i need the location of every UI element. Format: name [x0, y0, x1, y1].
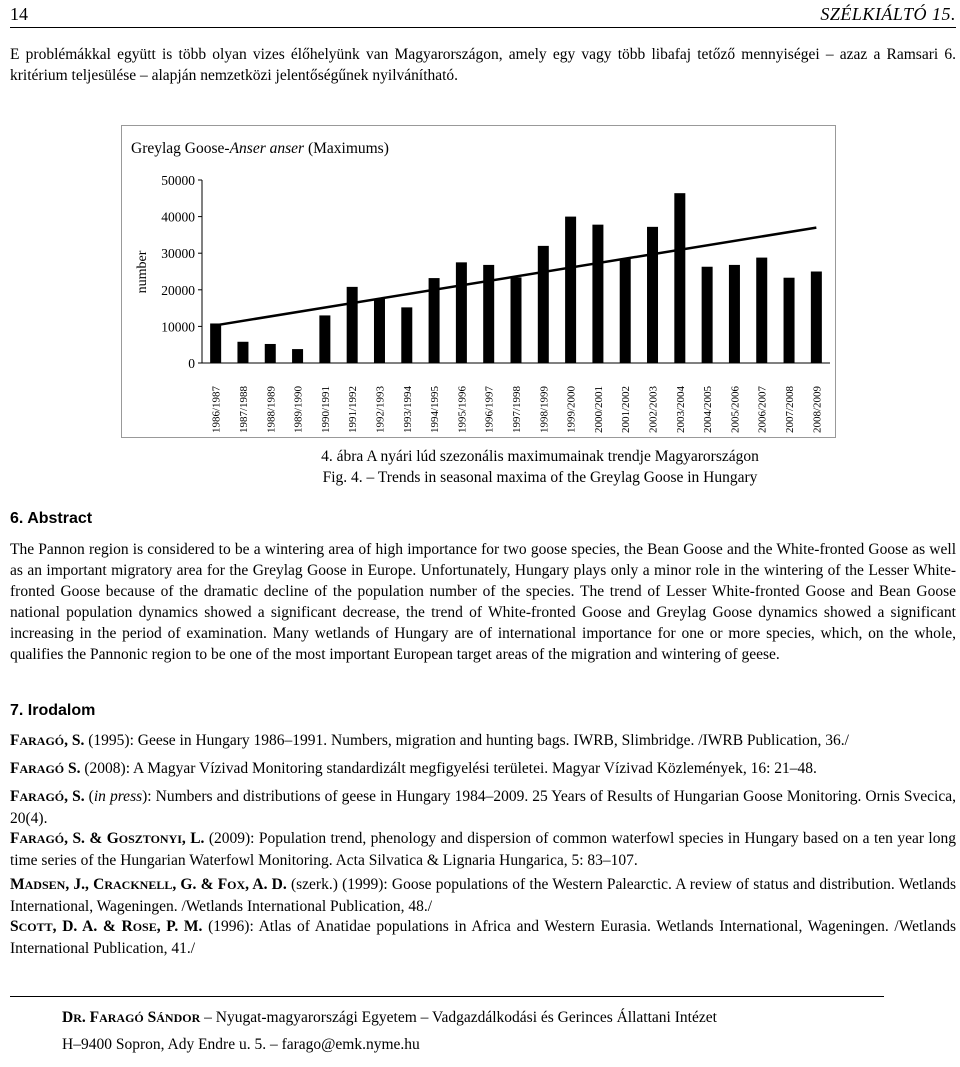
reference-authors: FARAGÓ, S. & GOSZTONYI, L. — [10, 830, 205, 847]
x-tick-label: 1994/1995 — [429, 385, 442, 433]
figure-caption-en: Fig. 4. – Trends in seasonal maxima of the Greylag Goose in Hungary — [322, 469, 758, 486]
journal-title: SZÉLKIÁLTÓ 15. — [820, 4, 956, 24]
greylag-goose-chart — [122, 126, 837, 439]
reference-text-cont: ): Numbers and distributions of geese in Hungary 1984–2009. 25 Years of Results of Hungarian Goose Monitoring. Ornis Svecica, 20(4). — [10, 788, 956, 827]
footer-author-line — [62, 1009, 717, 1027]
y-axis-label: number — [135, 250, 150, 294]
x-tick-label: 1995/1996 — [456, 385, 469, 433]
footer-author: DR. FARAGÓ SÁNDOR — [62, 1009, 201, 1026]
reference-authors: FARAGÓ, S. — [10, 788, 85, 805]
bar — [756, 258, 767, 363]
x-tick-label: 2006/2007 — [756, 385, 769, 433]
figure-caption-hu: 4. ábra A nyári lúd szezonális maximumainak trendje Magyarországon — [321, 448, 759, 465]
bar — [401, 307, 412, 363]
page-number: 14 — [10, 4, 28, 24]
bar — [210, 323, 221, 363]
bar — [565, 217, 576, 363]
y-tick-label: 10000 — [161, 319, 195, 335]
reference-item — [10, 828, 956, 871]
x-tick-label: 1993/1994 — [401, 385, 414, 433]
bar — [647, 227, 658, 363]
x-tick-label: 2003/2004 — [674, 385, 687, 433]
x-tick-label: 1997/1998 — [511, 385, 523, 433]
chart-title-plain: Greylag Goose- — [131, 140, 230, 157]
x-tick-label: 2001/2002 — [620, 385, 633, 433]
bar — [347, 287, 358, 363]
x-tick-label: 1999/2000 — [565, 385, 578, 433]
abstract-paragraph: The Pannon region is considered to be a wintering area of high importance for two goose species, the Bean Goose and the White-fronted Goose as well as an important migratory area for the Greylag Goose in Europe. Unfortunately, Hungary plays only a minor role in the wintering of the Lesser White-fronted Goose because of the dramatic decline of the population number of the species. The trend of Lesser White-fronted Goose and Bean Goose national population dynamics showed a significant decrease, the trend of White-fronted Goose and Greylag Goose dynamics showed a significant increasing in the period of examination. Many wetlands of Hungary are of international importance for one or more species, which, on the whole, qualifies the Pannonic region to be one of the most important European target areas of the migration and wintering of geese. — [10, 541, 956, 663]
footer-affiliation: – Nyugat-magyarországi Egyetem – Vadgazdálkodási és Gerinces Állattani Intézet — [200, 1009, 717, 1026]
chart-frame — [121, 125, 836, 438]
reference-item — [10, 874, 956, 917]
y-tick-label: 40000 — [161, 209, 195, 225]
reference-text: ( — [84, 788, 94, 805]
x-tick-label: 1996/1997 — [483, 385, 496, 433]
bar — [319, 315, 330, 363]
reference-authors: FARAGÓ, S. — [10, 732, 85, 749]
bar — [265, 344, 276, 363]
reference-italic: in press — [93, 788, 143, 805]
footer-rule — [10, 996, 884, 997]
reference-item — [10, 786, 956, 829]
x-tick-label: 1990/1991 — [319, 385, 332, 433]
reference-text: (1995): Geese in Hungary 1986–1991. Numbers, migration and hunting bags. IWRB, Slimbridge. /IWRB Publication, 36./ — [84, 732, 849, 749]
chart-title-italic: Anser anser — [229, 140, 305, 157]
reference-item — [10, 758, 956, 780]
abstract-heading: 6. Abstract — [10, 510, 93, 527]
bar — [592, 225, 603, 363]
bar — [511, 277, 522, 363]
x-tick-label: 1986/1987 — [210, 385, 223, 433]
x-tick-label: 2000/2001 — [592, 385, 605, 433]
bar — [620, 259, 631, 363]
intro-paragraph: E problémákkal együtt is több olyan vizes élőhelyünk van Magyarországon, amely egy vagy több libafaj tetőző mennyiségei – azaz a Ramsari 6. kritérium teljesülése – alapján nemzetközi jelentőségűnek nyilvánítható. — [10, 46, 956, 84]
x-tick-label: 1988/1989 — [265, 385, 278, 433]
chart-title — [131, 140, 389, 157]
bar — [538, 246, 549, 363]
bar — [237, 342, 248, 363]
footer-address: H–9400 Sopron, Ady Endre u. 5. – farago@emk.nyme.hu — [62, 1036, 420, 1053]
bar — [729, 265, 740, 363]
x-tick-label: 2007/2008 — [784, 385, 797, 433]
y-tick-label: 30000 — [161, 246, 195, 262]
reference-text: (szerk.) (1999): Goose populations of the Western Palearctic. A review of status and distribution. Wetlands International, Wageningen. /Wetlands International Publication, 48./ — [10, 876, 956, 915]
x-tick-label: 2004/2005 — [702, 385, 715, 433]
reference-text: (1996): Atlas of Anatidae populations in Africa and Western Eurasia. Wetlands International, Wageningen. /Wetlands International Publication, 41./ — [10, 918, 957, 957]
chart-title-suffix: (Maximums) — [304, 140, 389, 157]
reference-item — [10, 916, 956, 959]
bar — [674, 193, 685, 363]
x-tick-label: 2002/2003 — [647, 385, 660, 433]
reference-text: (2009): Population trend, phenology and dispersion of common waterfowl species in Hungary based on a ten year long time series of the Hungarian Waterfowl Monitoring. Acta Silvatica & Lignaria Hungarica, 5: 83–107. — [10, 830, 956, 869]
bar — [374, 299, 385, 363]
references-heading: 7. Irodalom — [10, 702, 96, 719]
y-tick-label: 50000 — [161, 173, 195, 188]
reference-authors: SCOTT, D. A. & ROSE, P. M. — [10, 918, 203, 935]
reference-item — [10, 730, 956, 752]
bar — [702, 267, 713, 363]
x-tick-label: 1989/1990 — [292, 385, 305, 433]
x-tick-label: 1998/1999 — [538, 385, 551, 433]
reference-authors: MADSEN, J., CRACKNELL, G. & FOX, A. D. — [10, 876, 287, 893]
bar-series — [210, 193, 822, 363]
y-tick-label: 0 — [188, 356, 195, 371]
bar — [292, 349, 303, 363]
page-header — [10, 4, 956, 28]
x-tick-label: 1992/1993 — [374, 385, 387, 433]
x-tick-label: 2008/2009 — [811, 385, 824, 433]
y-axis — [161, 173, 202, 371]
bar — [811, 272, 822, 364]
reference-text: (2008): A Magyar Vízivad Monitoring standardizált megfigyelési területei. Magyar Vízivad Közlemények, 16: 21–48. — [80, 760, 817, 777]
x-tick-label: 2005/2006 — [729, 385, 742, 433]
reference-authors: FARAGÓ S. — [10, 760, 81, 777]
x-tick-label: 1991/1992 — [347, 385, 360, 433]
x-axis — [202, 363, 830, 433]
y-tick-label: 20000 — [161, 282, 195, 298]
x-tick-label: 1987/1988 — [237, 385, 250, 433]
bar — [456, 262, 467, 363]
bar — [784, 278, 795, 363]
